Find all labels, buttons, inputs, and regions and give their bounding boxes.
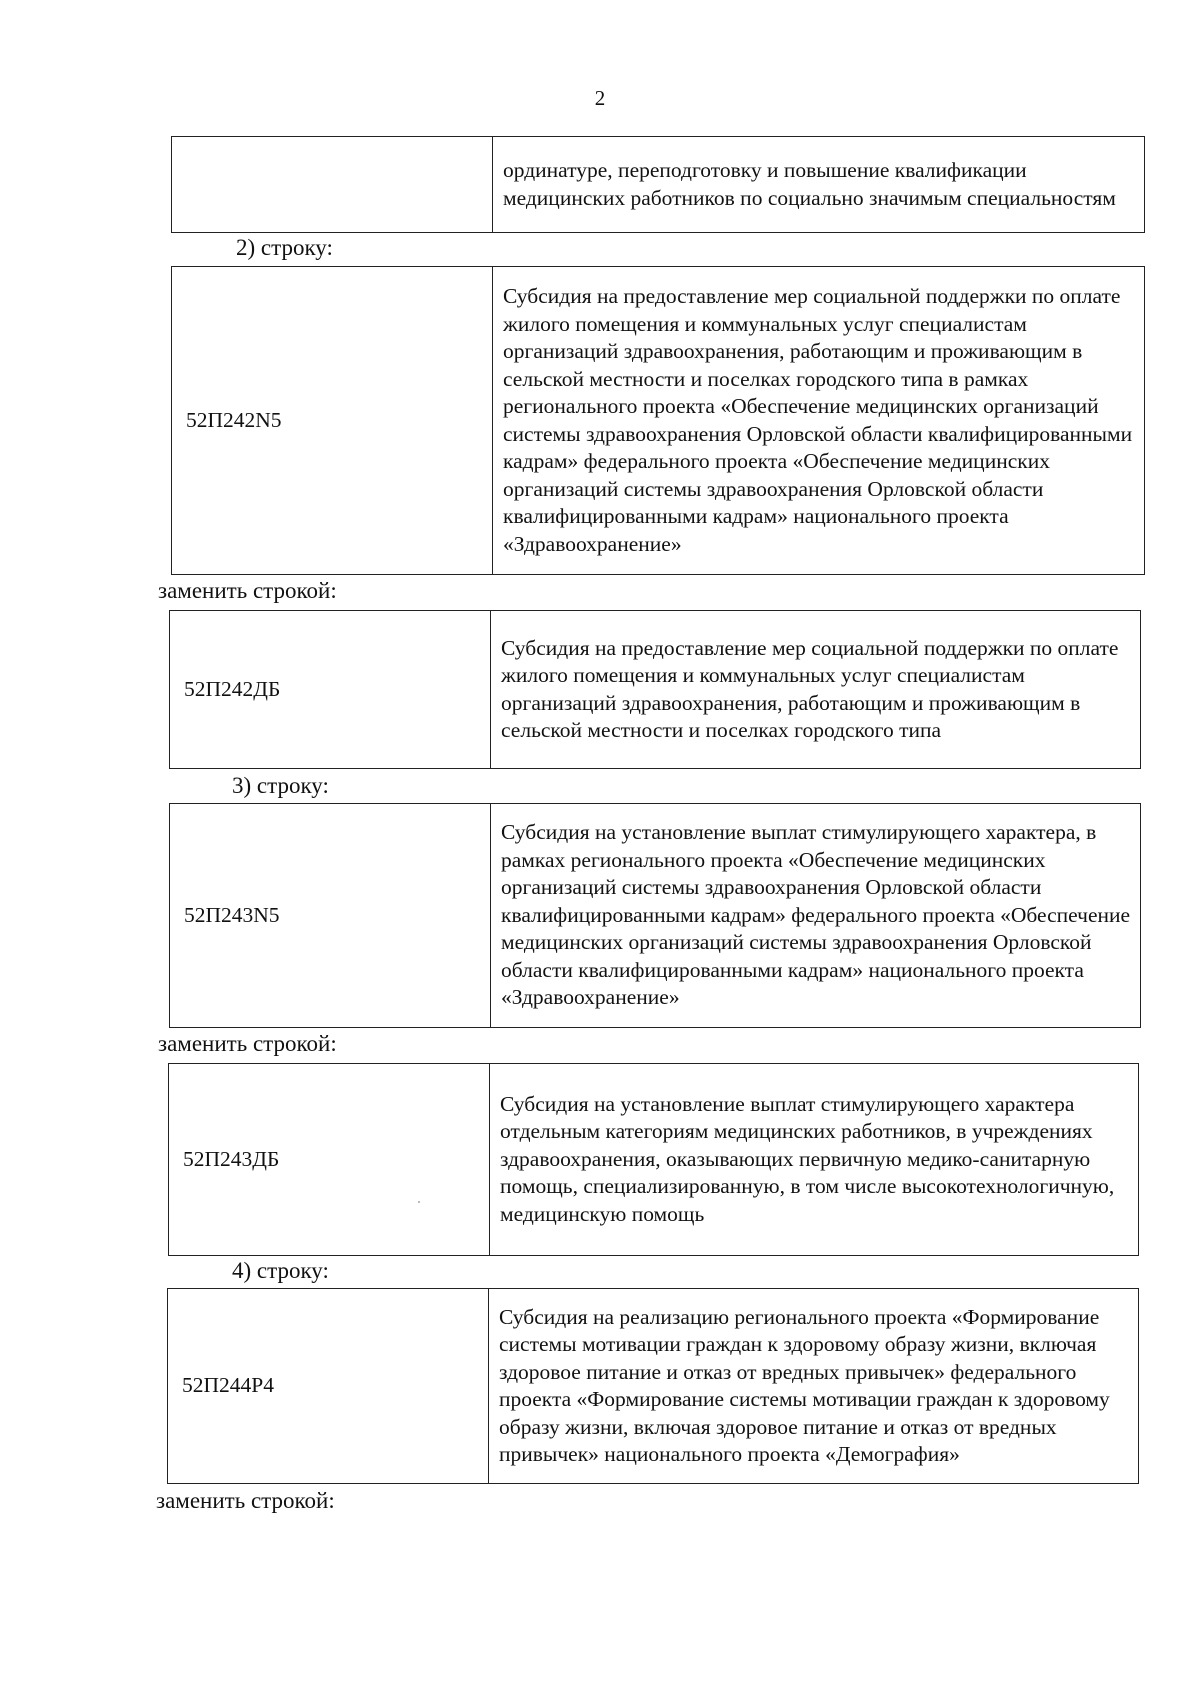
- code-table-3: [169, 610, 1141, 769]
- code-table-5: [168, 1063, 1139, 1256]
- description-cell: Субсидия на установление выплат стимулирующего характера, в рамках регионального проекта «Обеспечение медицинских организаций системы здравоохранения Орловской области квалифицированными кадрам» федерального проекта «Обеспечение медицинских организаций системы здравоохранения Орловской области квалифицированными кадрам» национального проекта «Здравоохранение»: [491, 804, 1141, 1028]
- code-table-1: [171, 136, 1145, 233]
- instruction-row-label: 3) строку:: [232, 773, 329, 798]
- page-number: 2: [594, 86, 606, 110]
- instruction-row-label: 2) строку:: [236, 235, 333, 260]
- replace-with-label: заменить строкой:: [158, 1031, 337, 1056]
- code-cell: 52П244Р4: [168, 1289, 489, 1484]
- instruction-row-label: 4) строку:: [232, 1258, 329, 1283]
- table-row: [170, 804, 1141, 1028]
- code-cell: [172, 137, 493, 233]
- code-cell: 52П243ДБ: [169, 1064, 490, 1256]
- description-cell: ординатуре, переподготовку и повышение квалификации медицинских работников по социально значимым специальностям: [493, 137, 1145, 233]
- code-table-2: [171, 266, 1145, 575]
- table-row: [172, 267, 1145, 575]
- description-cell: Субсидия на предоставление мер социальной поддержки по оплате жилого помещения и коммунальных услуг специалистам организаций здравоохранения, работающим и проживающим в сельской местности и поселках городского типа в рамках регионального проекта «Обеспечение медицинских организаций системы здравоохранения Орловской области квалифицированными кадрам» федерального проекта «Обеспечение медицинских организаций системы здравоохранения Орловской области квалифицированными кадрам» национального проекта «Здравоохранение»: [493, 267, 1145, 575]
- code-cell: 52П243N5: [170, 804, 491, 1028]
- table-row: [168, 1289, 1139, 1484]
- code-table-6: [167, 1288, 1139, 1484]
- description-cell: Субсидия на установление выплат стимулирующего характера отдельным категориям медицинских работников, в учреждениях здравоохранения, оказывающих первичную медико-санитарную помощь, специализированную, в том числе высокотехнологичную, медицинскую помощь: [490, 1064, 1139, 1256]
- description-cell: Субсидия на предоставление мер социальной поддержки по оплате жилого помещения и коммунальных услуг специалистам организаций здравоохранения, работающим и проживающим в сельской местности и поселках городского типа: [491, 611, 1141, 769]
- table-row: [170, 611, 1141, 769]
- replace-with-label: заменить строкой:: [156, 1488, 335, 1513]
- scan-speck: [418, 1201, 420, 1203]
- code-cell: 52П242ДБ: [170, 611, 491, 769]
- table-row: [172, 137, 1145, 233]
- description-cell: Субсидия на реализацию регионального проекта «Формирование системы мотивации граждан к здоровому образу жизни, включая здоровое питание и отказ от вредных привычек» федерального проекта «Формирование системы мотивации граждан к здоровому образу жизни, включая здоровое питание и отказ от вредных привычек» национального проекта «Демография»: [489, 1289, 1139, 1484]
- table-row: [169, 1064, 1139, 1256]
- code-cell: 52П242N5: [172, 267, 493, 575]
- replace-with-label: заменить строкой:: [158, 578, 337, 603]
- code-table-4: [169, 803, 1141, 1028]
